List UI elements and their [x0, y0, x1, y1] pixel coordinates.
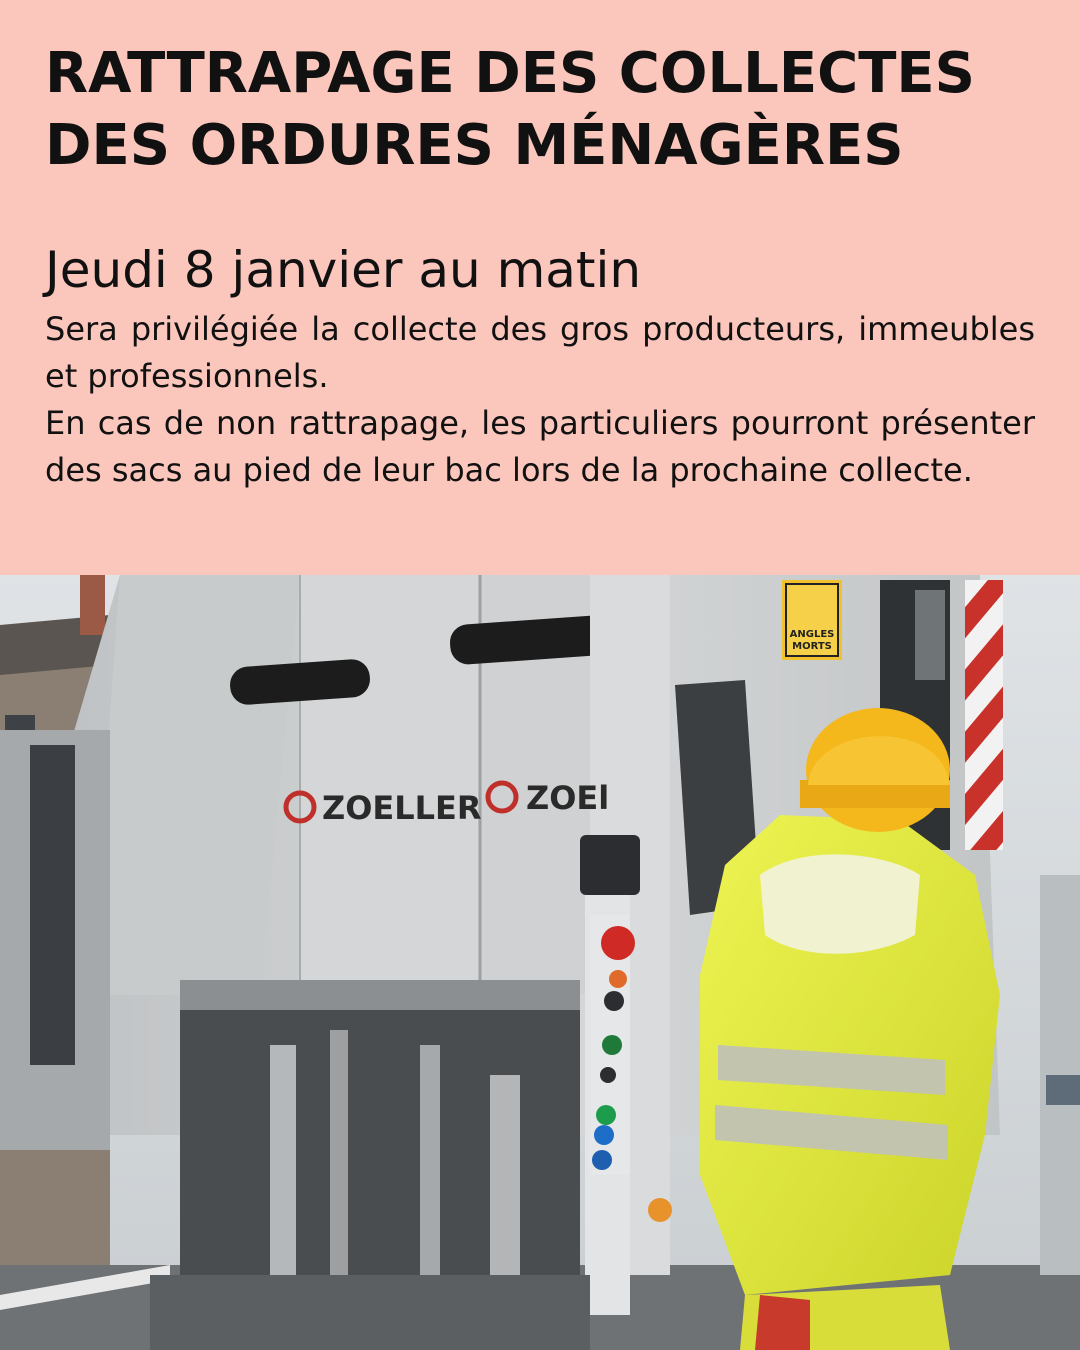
- sign-text-line1: ANGLES: [789, 629, 835, 640]
- paragraph-fallback: En cas de non rattrapage, les particuliers pourront présenter des sacs au pied de leur bac lors de la prochaine collecte.: [45, 404, 1035, 489]
- background-right: [1040, 875, 1080, 1275]
- brand-text-right: ZOEl: [526, 779, 610, 817]
- title-line-2: DES ORDURES MÉNAGÈRES: [45, 113, 904, 178]
- paragraph-priority: Sera privilégiée la collecte des gros producteurs, immeubles et professionnels.: [45, 310, 1035, 395]
- garbage-truck-photo: [0, 575, 1080, 1350]
- announcement-header: [0, 0, 1080, 575]
- date-heading: Jeudi 8 janvier au matin: [45, 241, 642, 299]
- title-line-1: RATTRAPAGE DES COLLECTES: [45, 41, 975, 106]
- announcement-body: [45, 306, 1035, 494]
- page-title: [45, 38, 1045, 182]
- lift-mechanism: [150, 980, 590, 1350]
- brand-text-left: ZOELLER: [322, 789, 482, 827]
- warning-stripes: [965, 580, 1003, 850]
- photo-illustration: [0, 575, 1080, 1350]
- blind-spot-sign: [782, 580, 842, 660]
- sign-text-line2: MORTS: [792, 641, 832, 652]
